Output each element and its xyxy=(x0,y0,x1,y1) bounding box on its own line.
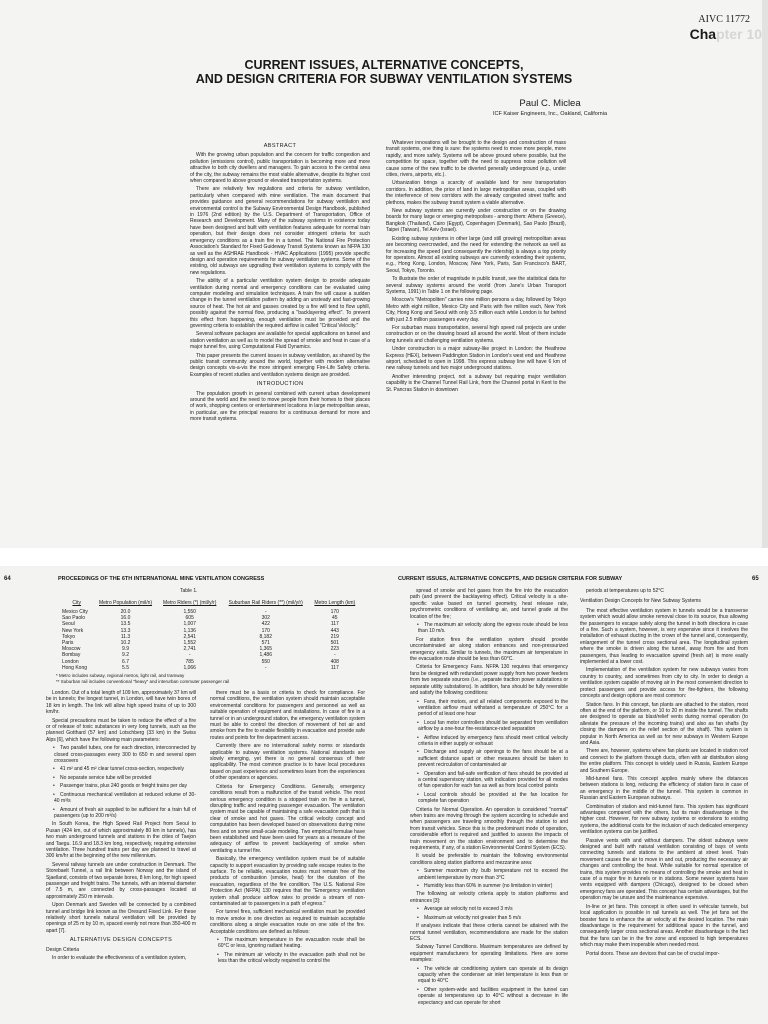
table-cell-city: Moscow xyxy=(62,646,81,653)
title-line-1: CURRENT ISSUES, ALTERNATIVE CONCEPTS, xyxy=(244,58,524,72)
intro-paragraph: Existing subway systems in other large (and still growing) metropolitan areas are becoming overcrowded, and the need for extending the network as well as for increasing the speed (and consequently the ridership) is always a top priority for operators. Almost all existing subways are currently extending their systems, e.g., Hong Kong, London, Moscow, New York, Paris, San Francisco's BART, Seoul, Tokyo, Toronto. xyxy=(386,235,566,274)
chapter-label xyxy=(690,26,762,42)
table-cell-value: 219 xyxy=(330,633,339,640)
body-paragraph: Mid-tunnel fans. This concept applies mainly where the distances between stations is long, reducing the efficiency of station fans in case of an emergency in the middle of the tunnel. This system is common in Russian and Eastern European subways. xyxy=(580,775,748,802)
bullet-item: • Local fan motor controllers should be separated from ventilation airflow by a one-hour fire-resistance-rated separation xyxy=(410,720,568,733)
bullet-item: • Amount of fresh air supplied to be sufficient for a train full of passengers (up to 200 m³/s) xyxy=(46,807,196,820)
title-line-2: AND DESIGN CRITERIA FOR SUBWAY VENTILATION SYSTEMS xyxy=(195,72,573,86)
subsection-heading: Design Criteria xyxy=(46,946,80,953)
abstract-paragraph: The ability of a particular ventilation system design to provide adequate ventilation during normal and emergency conditions can be evaluated using computer modeling and simulation techniques. A train fire will cause a sudden change in the tunnel ventilation pattern by adding an unsteady and fast-growing source of heat. The hot air and gasses created by a fire will tend to flow uphill, possibly against the normal flow, producing a "backlayering effect". To prevent this effect from happening, enough ventilation must be provided and the governing criteria to establish the required airflow is called "Critical Velocity." xyxy=(190,278,370,329)
bullet-item: • Airflow induced by emergency fans should meet critical velocity criteria in either supply or exhaust xyxy=(410,735,568,748)
table-header-cell: Suburban Rail Riders (**) (mil/y/r) xyxy=(228,600,303,606)
table-cell-value: - xyxy=(264,609,267,615)
document-code: AIVC 11772 xyxy=(698,14,750,25)
table-cell-value: 1,136 xyxy=(183,627,196,634)
table-cell-value: 117 xyxy=(330,664,339,671)
table-cell-value: 443 xyxy=(330,627,339,634)
bullet-item: • Discharge and supply air openings to the fans should be at a sufficient distance apart or other measures should be taken to prevent recirculation of contaminated air xyxy=(410,749,568,768)
bullet-item: • 41 m² and 45 m² clear tunnel cross-section, respectively xyxy=(46,766,196,772)
table-cell-value: 501 xyxy=(330,640,339,647)
table-cell-value: 10.2 xyxy=(120,640,131,647)
author-affiliation: ICF Kaiser Engineers, Inc., Oakland, California xyxy=(492,111,608,117)
bullet-item: • Operation and fail-safe verification of fans should be provided at a central supervisory station, with indication provided for all modes of fan operation for each fan as well as from local control points xyxy=(410,771,568,790)
body-paragraph: The most effective ventilation system in tunnels would be a transverse system which would allow smoke removal close to its source, thus allowing the passengers to escape safely along the tunnel in both directions in case of a fire. Such a system, however, is very expensive since it involves the installation of exhaust ducting in the crown of the tunnel and, consequently, enlargement of the tunnel cross sectional area. The longitudinal system where the smoke is driven along the tunnel, away from fire and from passengers, thus leading to evacuation upwind (fresh air) is more easily implemented at a lower cost. xyxy=(580,607,748,666)
bullet-item: • The maximum air velocity along the egress route should be less than 10 m/s. xyxy=(410,622,568,635)
body-paragraph: For station fires the ventilation system should provide uncontaminated air along station entrances and non-pressurized emergency exits. Similar to tunnels, the maximum air temperature in the evacuation route should be less than 60°C. xyxy=(410,636,568,663)
table-footnotes xyxy=(56,673,376,684)
abstract-paragraph: Several software packages are available for special applications on tunnel and station ventilation as well as to model the spread of smoke and heat in case of a major tunnel fire, using Computational Fluid Dynamics. xyxy=(190,331,370,351)
body-paragraph: Currently there are no international safety norms or standards applicable to subway ventilation systems. National standards are slowly emerging, yet there is no general consensus of their applicability. The most common practice is to have local procedures based on past experience and sometimes learn from the experiences of other operators or agencies. xyxy=(210,743,365,782)
intro-paragraph: The population growth in general combined with current urban development around the world and the need to move people from their homes to their places of work, shopping centers or entertainment locations in large metropolitan areas, in particular, are the principal reasons for a continuous demand for more and more transit systems. xyxy=(190,390,370,423)
body-paragraph: In order to evaluate the effectiveness of a ventilation system, xyxy=(52,955,187,962)
table-cell-value: - xyxy=(333,652,336,659)
table-footnote: * Metro includes subway, regional metros, light rail, and tramway xyxy=(56,673,185,678)
body-paragraph: periods at temperatures up to 52°C xyxy=(586,588,664,594)
table-caption: Table 1. xyxy=(180,588,198,594)
body-paragraph: Passive vents with and without dampers. The oldest subways were designed and built with natural ventilation consisting of bays of vents connecting tunnels and stations to the ambient at street level. Train movement causes the air to move in and out, producing the necessary air changes and controlling the heat. While suitable for normal operation of trains, this system provides no means of controlling the smoke and heat in case of a major fire in tunnels or in stations. Some newer systems have vents equipped with dampers (Chicago), designed to be closed when emergency fans are operated. This concept has certain advantages, but the operation may be unsure and the maintenance expensive. xyxy=(580,837,748,902)
table-cell-value: 605 xyxy=(185,615,194,622)
table-cell-city: Tokyo xyxy=(62,633,76,640)
table-cell-city: New York xyxy=(62,627,84,634)
table-cell-value: 5.5 xyxy=(122,664,129,671)
table-cell-city: Paris xyxy=(62,640,74,647)
body-paragraph: Criteria for Emergency Conditions. Generally, emergency conditions result from a malfunction of the transit vehicle. The most serious emergency condition is a stopped train on fire in a tunnel, disrupting traffic and requiring passenger evacuation. The ventilation system must be capable of maintaining a safe evacuation path that is clear of smoke and hot gases. The critical velocity concept and computation has been developed based on observations during mine fires and on some small-scale modeling. Two empirical formulae have been established and have been used for years as a measure of the adequacy of airflow to prevent backlayering of smoke when ventilating a tunnel fire. xyxy=(210,783,365,854)
table-cell-value: 223 xyxy=(330,646,339,653)
table-cell-value: 408 xyxy=(330,658,339,665)
table-cell-value: 302 xyxy=(261,615,270,622)
body-paragraph: If analyses indicate that these criteria cannot be attained with the normal tunnel ventilation, recommendations are made for the station ECS. xyxy=(410,923,568,942)
table-header-cell: City xyxy=(72,600,82,606)
bullet-item: • Maximum air velocity not greater than 5 m/s xyxy=(410,915,568,921)
chapter-label-faded: pter 10 xyxy=(716,26,762,42)
body-paragraph: Station fans. In this concept, fan plants are attached to the station, most often at the end of the platform, or 10 to 20 m inside the tunnel. The shafts are designed to operate as blast/relief vents during normal operation (to alleviate the pressure of the incoming trains) and also as fan shafts (by closing the dampers on the relief section of the shaft). This system is popular in North America as well as for new subways in Western Europe and Asia. xyxy=(580,701,748,746)
column-right-page-2 xyxy=(580,588,748,1020)
table-cell-value: 571 xyxy=(261,640,270,647)
chapter-label-visible: Cha xyxy=(689,26,717,42)
table-cell-city: Mexico City xyxy=(62,609,88,615)
table-header-cell: Metro Population (mil/n) xyxy=(98,600,153,606)
table-cell-value: 2,741 xyxy=(183,646,196,653)
column-abstract xyxy=(190,140,370,545)
body-paragraph: In-line or jet fans. This concept is often used in vehicular tunnels, but local application is possible in rail tunnels as well. The jet fans set the booster fans to enhance the air velocity at the desired location. The main disadvantage is the requirement for additional space in the tunnel, and consequently larger cross sectional areas. Another disadvantage is the fact that the fans can be in the fire zone and exposed to high temperatures which may make them inoperable when needed most. xyxy=(580,903,748,949)
table-cell-value: 785 xyxy=(185,658,194,665)
column-left-page-2 xyxy=(210,690,365,1020)
table-cell-value: 1,007 xyxy=(183,621,196,628)
bullet-item: • No separate service tube will be provided xyxy=(46,775,196,781)
table-cell-value: 1,486 xyxy=(259,652,272,659)
table-cell-value: - xyxy=(264,664,267,671)
author-name: Paul C. Miclea xyxy=(519,98,581,109)
body-paragraph: spread of smoke and hot gases from the fire into the evacuation path (and prevent the backlayering effect). Critical velocity is a site-specific value based on tunnel geometry, heat release rate, psychrometric conditions of ventilating air, and tunnel grade at the location of the fire; xyxy=(410,588,568,620)
table-row xyxy=(60,665,360,671)
body-paragraph: Criteria for Normal Operation. An operation is considered "normal" when trains are moving through the system according to schedule and when passengers are traveling smoothly through the station to and from transit vehicles. Since this is the predominant mode of operation, considerable effort is required and justified to assess the impacts of train movement on the station environment and to determine the requirements, if any, of a station Environmental Control System (ECS). xyxy=(410,806,568,852)
body-paragraph: For tunnel fires, sufficient mechanical ventilation must be provided to move smoke in one direction as required to maintain acceptable conditions along a single evacuation route on one side of the fire. Acceptable conditions are defined as follows: xyxy=(210,909,365,935)
table-cell-value: 1,552 xyxy=(183,640,196,647)
body-paragraph: Subway Tunnel Conditions. Maximum temperatures are defined by equipment manufacturers for operating limitations. Here are some examples: xyxy=(410,944,568,964)
city-statistics-table xyxy=(60,600,360,671)
bullet-item: • The maximum temperature in the evacuation route shall be 60°C or less, ignoring radiant heating. xyxy=(210,937,365,950)
table-cell-value: 6.7 xyxy=(122,658,129,665)
table-cell-value: 45 xyxy=(332,615,338,622)
body-paragraph: Several railway tunnels are under construction in Denmark. The Storebaelt Tunnel, a rail link between Norway and the island of Sjaelland, consists of two separate bores, 8 km long, for high speed passenger and freight trains. The tunnels, with an internal diameter of 7.5 m, are connected by cross-passages located at approximately 250 m intervals. xyxy=(46,861,196,900)
body-paragraph: It would be preferable to maintain the following environmental conditions along station platforms and mezzanine area: xyxy=(410,853,568,866)
page-number-left: 64 xyxy=(4,576,11,582)
abstract-body xyxy=(190,152,370,378)
table-footnote: ** Suburban rail includes conventional "heavy" and interurban commuter passenger rail xyxy=(56,678,230,684)
abstract-paragraph: There are relatively few regulations and criteria for subway ventilation, particularly when compared with mine ventilation. The main document that provides guidance and general recommendations for subway ventilation and environmental control is the Subway Environmental Design Handbook, published in 1976 (2nd edition) by the U.S. Department of Transportation, Office of Research and Development. Many of the subway systems in existence today have been designed and built with ventilation features adequate for normal train operation, but their design does not consider stringent criteria for such emergency conditions as a train fire in a tunnel. The National Fire Protection Association's Standard for Fixed Guideway Transit Systems known as NFPA 130 as well as the ASHRAE Handbook - HVAC Applications (1995) provide specific design and operation requirements for subway ventilation systems. Some of the existing, old subways are upgrading their ventilation systems to comply with the new regulations. xyxy=(190,186,370,276)
section-heading: ALTERNATIVE DESIGN CONCEPTS xyxy=(69,937,173,944)
table-cell-value: 20.0 xyxy=(120,609,131,615)
bullet-item: • Average air velocity not to exceed 3 m/s xyxy=(410,906,568,912)
column-left-page-1 xyxy=(46,690,196,1020)
body-paragraph: there must be a basis or criteria to check for compliance. For normal conditions, the ventilation system should maintain acceptable environmental conditions for passengers and personnel as well as suitable operation of equipment and installations. In case of fire in a tunnel or in an underground station, the emergency ventilation system must be able to control the direction of movement of hot air and smoke from the fire to enable flexibility in evacuation and provide safe routes and points for fire department access. xyxy=(210,690,365,741)
table-cell-value: 422 xyxy=(261,621,270,628)
subsection-heading: Ventilation Design Concepts for New Subway Systems xyxy=(580,598,701,605)
body-paragraph: The following air velocity criteria apply to station platforms and entrances [3]: xyxy=(410,891,568,904)
table-cell-city: Hong Kong xyxy=(62,664,88,671)
table-cell-value: 1,066 xyxy=(183,664,196,671)
intro-paragraph: Another interesting project, not a subway but requiring major ventilation capability is the Channel Tunnel Rail Link, from the Channel portal in Kent to the St. Pancras Station in downtown xyxy=(386,373,566,393)
body-paragraph: Combination of station and mid-tunnel fans. This system has significant advantages compared with the others, but its main disadvantage is the higher cost. However, for new subway systems or extensions to existing systems, the additional costs for the inclusion of such dedicated emergency ventilation systems can be justified. xyxy=(580,803,748,836)
body-paragraph: There are, however, systems where fan plants are located in station roof and connect to the platform through ducts, often with air distribution along the entire platform. This concept is widely used in Russia, Eastern Europe and Southern Europe. xyxy=(580,748,748,774)
bullet-item: • Other system-wide and facilities equipment in the tunnel can operate at temperatures up to 40°C without a decrease in life expectancy and can operate for short xyxy=(410,987,568,1006)
table-cell-city: Seoul xyxy=(62,621,75,628)
bullet-item: • Local controls should be provided at the fan location for complete fan operation xyxy=(410,792,568,805)
bullet-item: • Continuous mechanical ventilation at reduced volume of 30-40 m³/s xyxy=(46,792,196,805)
abstract-heading: ABSTRACT xyxy=(263,143,297,149)
intro-paragraph: Moscow's "Metropoliten" carries nine million persons a day, followed by Tokyo Metro with eight million, Mexico City and Paris with five million each, New York City, Hong Kong and Seoul with only 3.5 million each while London is far behind with just 2.5 million passengers every day. xyxy=(386,297,566,323)
body-paragraph: In South Korea, the High Speed Rail Project from Seoul to Pusan (424 km, out of which approximately 80 km in tunnels), has two main underground tunnels and stations in the cities of Taejon and Taegu. 16.9 and 18.3 km long, respectively, requiring extensive ventilation. Three hundred trains per day are planned to travel at 300 km/hr at the beginning of the new millennium. xyxy=(46,821,196,860)
running-head-right: CURRENT ISSUES, ALTERNATIVE CONCEPTS, AND DESIGN CRITERIA FOR SUBWAY xyxy=(398,576,623,582)
introduction-heading: INTRODUCTION xyxy=(256,381,304,388)
intro-paragraph: Urbanization brings a scarcity of available land for new transportation corridors. In addition, the price of land in large metropolitan areas, coupled with the interference of new corridors with the already congested street traffic and plethora, makes the subway transit system a viable alternative. xyxy=(386,180,566,206)
paper-title xyxy=(0,58,768,86)
bullet-item: • Summer maximum dry bulb temperature not to exceed the ambient temperature by more than 3°C xyxy=(410,868,568,881)
body-paragraph: Basically, the emergency ventilation system must be of suitable capacity to support evacuation by providing safe escape routes to the surface. To be reliable, evacuation routes must remain free of fire products of combustion (smoke, heat) for the duration of the evacuation, regardless of the fire condition. The U.S. National Fire Protection Act (NFPA) 130 requires that the "Emergency ventilation system shall produce airflow rates to provide a stream of non-contaminated air to passengers in a path of egress." xyxy=(210,856,365,907)
table-cell-value: 9.9 xyxy=(122,646,129,653)
table-cell-value: 9.2 xyxy=(122,652,129,659)
table-cell-value: 13.3 xyxy=(120,627,131,634)
table-cell-value: 1,550 xyxy=(183,609,196,615)
table-cell-value: 170 xyxy=(330,609,339,615)
table-cell-value: 117 xyxy=(330,621,339,628)
table-header-row xyxy=(60,600,360,609)
table-cell-value: 16.0 xyxy=(120,615,131,622)
body-paragraph: London. Out of a total length of 109 km, approximately 37 km will be in tunnels; the longest tunnel, in London, will have twin bores of 18 km in length. The link will allow high speed trains of up to 300 km/hr. xyxy=(46,690,196,716)
table-cell-city: Bombay xyxy=(62,652,81,659)
bullet-item: • Fans, their motors, and all related components exposed to the ventilation airflow must withstand a temperature of 250°C for a period of at least one hour xyxy=(410,699,568,718)
body-paragraph: Upon Denmark and Sweden will be connected by a combined tunnel and bridge link known as the Oresund Fixed Link. For these relatively short tunnels natural ventilation will be provided by openings of 25 m by 10 m, spaced evenly not more than 350-400 m apart [7]. xyxy=(46,902,196,934)
table-body xyxy=(60,609,360,671)
table-cell-value: 550 xyxy=(261,658,270,665)
table-header-cell: Metro Riders (*) (mil/y/r) xyxy=(163,600,217,606)
table-cell-value: 1,365 xyxy=(259,646,272,653)
bullet-item: • The vehicle air conditioning system can operate at its design capacity when the condenser air inlet temperature is less than or equal to 40°C xyxy=(410,966,568,985)
body-paragraph: Special precautions must be taken to reduce the effect of a fire or of release of toxic substances in very long tunnels, such as the planned Gotthard (57 km) and Lotschberg (33 km) in the Swiss Alps [6], which have the following main parameters: xyxy=(46,717,196,743)
page-number-right: 65 xyxy=(752,576,759,582)
abstract-paragraph: With the growing urban population and the concern for traffic congestion and pollution (emissions control), public transportation is becoming more and more attractive to both city dwellers and managers. To gain access to the central area of the city, the subway remains the most viable alternative, despite its higher cost when compared to above ground or elevated transportation systems. xyxy=(190,152,370,185)
table-cell-value: - xyxy=(188,652,191,659)
table-cell-city: London xyxy=(62,658,79,665)
running-head-left: PROCEEDINGS OF THE 6TH INTERNATIONAL MINE VENTILATION CONGRESS xyxy=(58,576,265,582)
table-cell-value: 13.5 xyxy=(120,621,131,628)
intro-paragraph: Under construction is a major subway-like project in London: the Heathrow Express (HEX), between Paddington Station in London's west end and Heathrow airport, scheduled to open in 1998. This express subway line will have 6 km of new railway tunnels and two major underground stations. xyxy=(386,346,566,372)
abstract-paragraph: This paper presents the current issues in subway ventilation, as shared by the public transit community around the world, together with modern alternative design concepts vis-a-vis the more stringent emerging Fire-Life Safety criteria. Examples of recent studies and ventilation systems design are provided. xyxy=(190,352,370,378)
bullet-item: • The minimum air velocity in the evacuation path shall not be less than the critical velocity required to control the xyxy=(210,952,365,965)
intro-paragraph: For suburban mass transportation, several high speed rail projects are under construction or on the drawing board all around the world. Most of them include long tunnels and challenging ventilation systems. xyxy=(386,324,566,344)
intro-paragraph: New subway systems are currently under construction or on the drawing boards for many large or emerging metropolises - among them: Athens (Greece), Bangkok (Thailand), Cairo (Egypt), Copenhagen (Denmark), Sao Paolo (Brazil), Taipei (Taiwan), Tel Aviv (Israel). xyxy=(386,208,566,234)
column-right-page-1 xyxy=(410,588,568,1020)
bullet-item: • Humidity less than 60% in summer (no limitation in winter) xyxy=(410,883,568,889)
table-header-cell: Metro Length (km) xyxy=(314,600,356,606)
body-paragraph: Criteria for Emergency Fans. NFPA 130 requires that emergency fans be designed with redundant power supply from two power feeders from two separate sources (i.e., separate traction power substations or separate utility substations). In addition, fans should be fully reversible and satisfy the following conditions: xyxy=(410,664,568,697)
body-paragraph: Implementation of the ventilation system for new subways varies from country to country, and sometimes from city to city. In order to design a ventilation system capable of moving air in the most convenient direction to protect passengers and provide access for fire-fighters, the following concepts and design options are most common: xyxy=(580,667,748,700)
page-gap xyxy=(0,548,768,566)
bullet-item: • Passenger trains, plus 240 goods or freight trains per day xyxy=(46,783,196,789)
table-cell-value: 2,541 xyxy=(183,633,196,640)
intro-paragraph: Whatever innovations will be brought to the design and construction of mass transit systems, one thing is sure: the systems need to move more people, more rapidly, and more safely. Systems will be above ground where possible, but the competition for space, together with the need to suppress noise pollution will cause some of the new traffic to be diverted generally underground (e.g., under cities, rivers, airports, etc.). xyxy=(386,140,566,179)
column-introduction xyxy=(386,140,566,545)
intro-paragraph: To illustrate the order of magnitude in public transit, see the statistical data for several subway systems around the world (from Jane's Urban Transport Systems, 1991) in Table 1 on the following page. xyxy=(386,276,566,295)
table-cell-value: 170 xyxy=(261,627,270,634)
table-cell-value: 8,182 xyxy=(259,633,272,640)
table-cell-value: 11.3 xyxy=(120,633,131,640)
bullet-item: • Two parallel tubes, one for each direction, interconnected by closed cross-passages every 300 to 650 m and several open crossovers xyxy=(46,745,196,764)
table-cell-city: Sao Paolo xyxy=(62,615,86,622)
body-paragraph: Portal doors. These are devices that can be of crucial impor- xyxy=(586,950,720,957)
